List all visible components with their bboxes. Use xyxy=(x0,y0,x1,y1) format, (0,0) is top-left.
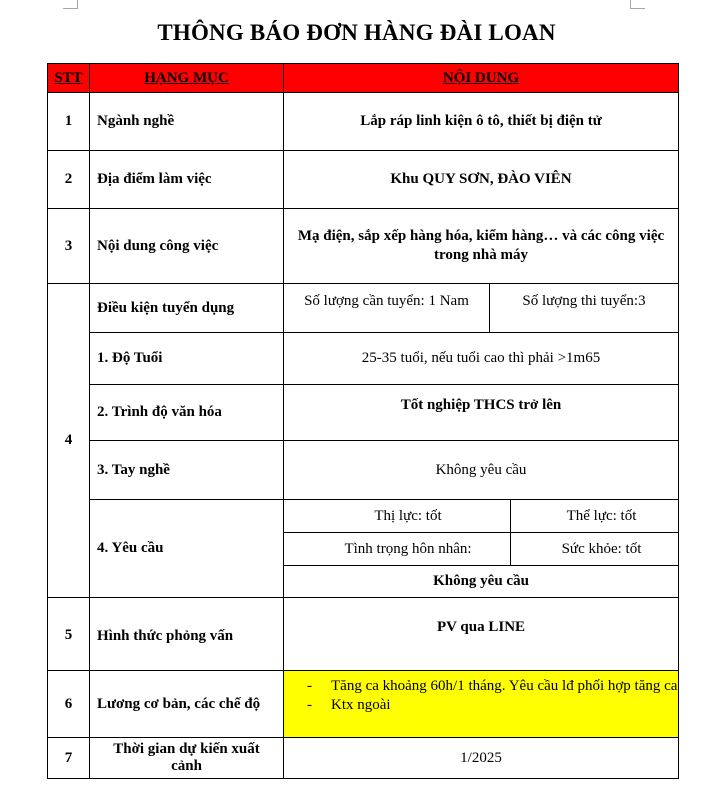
page-title: THÔNG BÁO ĐƠN HÀNG ĐÀI LOAN xyxy=(157,20,556,45)
row4-education-label: 2. Trình độ văn hóa xyxy=(89,384,284,441)
row4-age-label: 1. Độ Tuổi xyxy=(89,332,284,385)
row4-education-value: Tốt nghiệp THCS trở lên xyxy=(283,384,679,441)
row4-marital-status: Tình trọng hôn nhân: xyxy=(283,532,511,566)
row2-value: Khu QUY SƠN, ĐÀO VIÊN xyxy=(283,150,679,209)
header-content xyxy=(283,63,679,93)
row4-recruit-count: Số lượng cần tuyển: 1 Nam xyxy=(283,283,490,333)
row2-number: 2 xyxy=(47,150,90,209)
row1-number: 1 xyxy=(47,92,90,151)
row6-number: 6 xyxy=(47,670,90,738)
row4-fitness: Thể lực: tốt xyxy=(510,499,679,533)
row6-label: Lương cơ bản, các chế độ xyxy=(89,670,284,738)
header-item xyxy=(89,63,284,93)
row3-label: Nội dung công việc xyxy=(89,208,284,284)
row4-health: Sức khỏe: tốt xyxy=(510,532,679,566)
row5-value: PV qua LINE xyxy=(283,597,679,671)
row4-requirements-label: 4. Yêu cầu xyxy=(89,499,284,598)
row5-number: 5 xyxy=(47,597,90,671)
row6-value xyxy=(283,670,679,738)
row2-label: Địa điểm làm việc xyxy=(89,150,284,209)
row7-label: Thời gian dự kiến xuất cảnh xyxy=(89,737,284,779)
row4-skill-value: Không yêu cầu xyxy=(283,440,679,500)
header-stt xyxy=(47,63,90,93)
list-item: - Ktx ngoài xyxy=(307,696,677,715)
row4-eyesight: Thị lực: tốt xyxy=(283,499,511,533)
row3-number: 3 xyxy=(47,208,90,284)
page-corner-mark-left xyxy=(63,0,78,9)
row5-label: Hình thức phỏng vấn xyxy=(89,597,284,671)
row4-requirements-note: Không yêu cầu xyxy=(283,565,679,598)
row6-bullet-list xyxy=(284,677,677,715)
row4-skill-label: 3. Tay nghề xyxy=(89,440,284,500)
page-corner-mark-right xyxy=(630,0,645,9)
row3-value: Mạ điện, sắp xếp hàng hóa, kiểm hàng… và các công việc trong nhà máy xyxy=(283,208,679,284)
list-item: - Tăng ca khoảng 60h/1 tháng. Yêu cầu lđ phối hợp tăng ca xyxy=(307,677,677,696)
header-item-label: HẠNG MỤC xyxy=(144,69,229,86)
header-content-label: NỘI DUNG xyxy=(442,69,520,86)
header-stt-label: STT xyxy=(54,69,83,86)
row4-number: 4 xyxy=(47,283,90,598)
row4-age-value: 25-35 tuổi, nếu tuổi cao thì phải >1m65 xyxy=(283,332,679,385)
row1-value: Lắp ráp linh kiện ô tô, thiết bị điện tử xyxy=(283,92,679,151)
row4-conditions-label: Điều kiện tuyển dụng xyxy=(89,283,284,333)
row4-exam-count: Số lượng thi tuyển:3 xyxy=(489,283,679,333)
row7-value: 1/2025 xyxy=(283,737,679,779)
row1-label: Ngành nghề xyxy=(89,92,284,151)
row7-number: 7 xyxy=(47,737,90,779)
